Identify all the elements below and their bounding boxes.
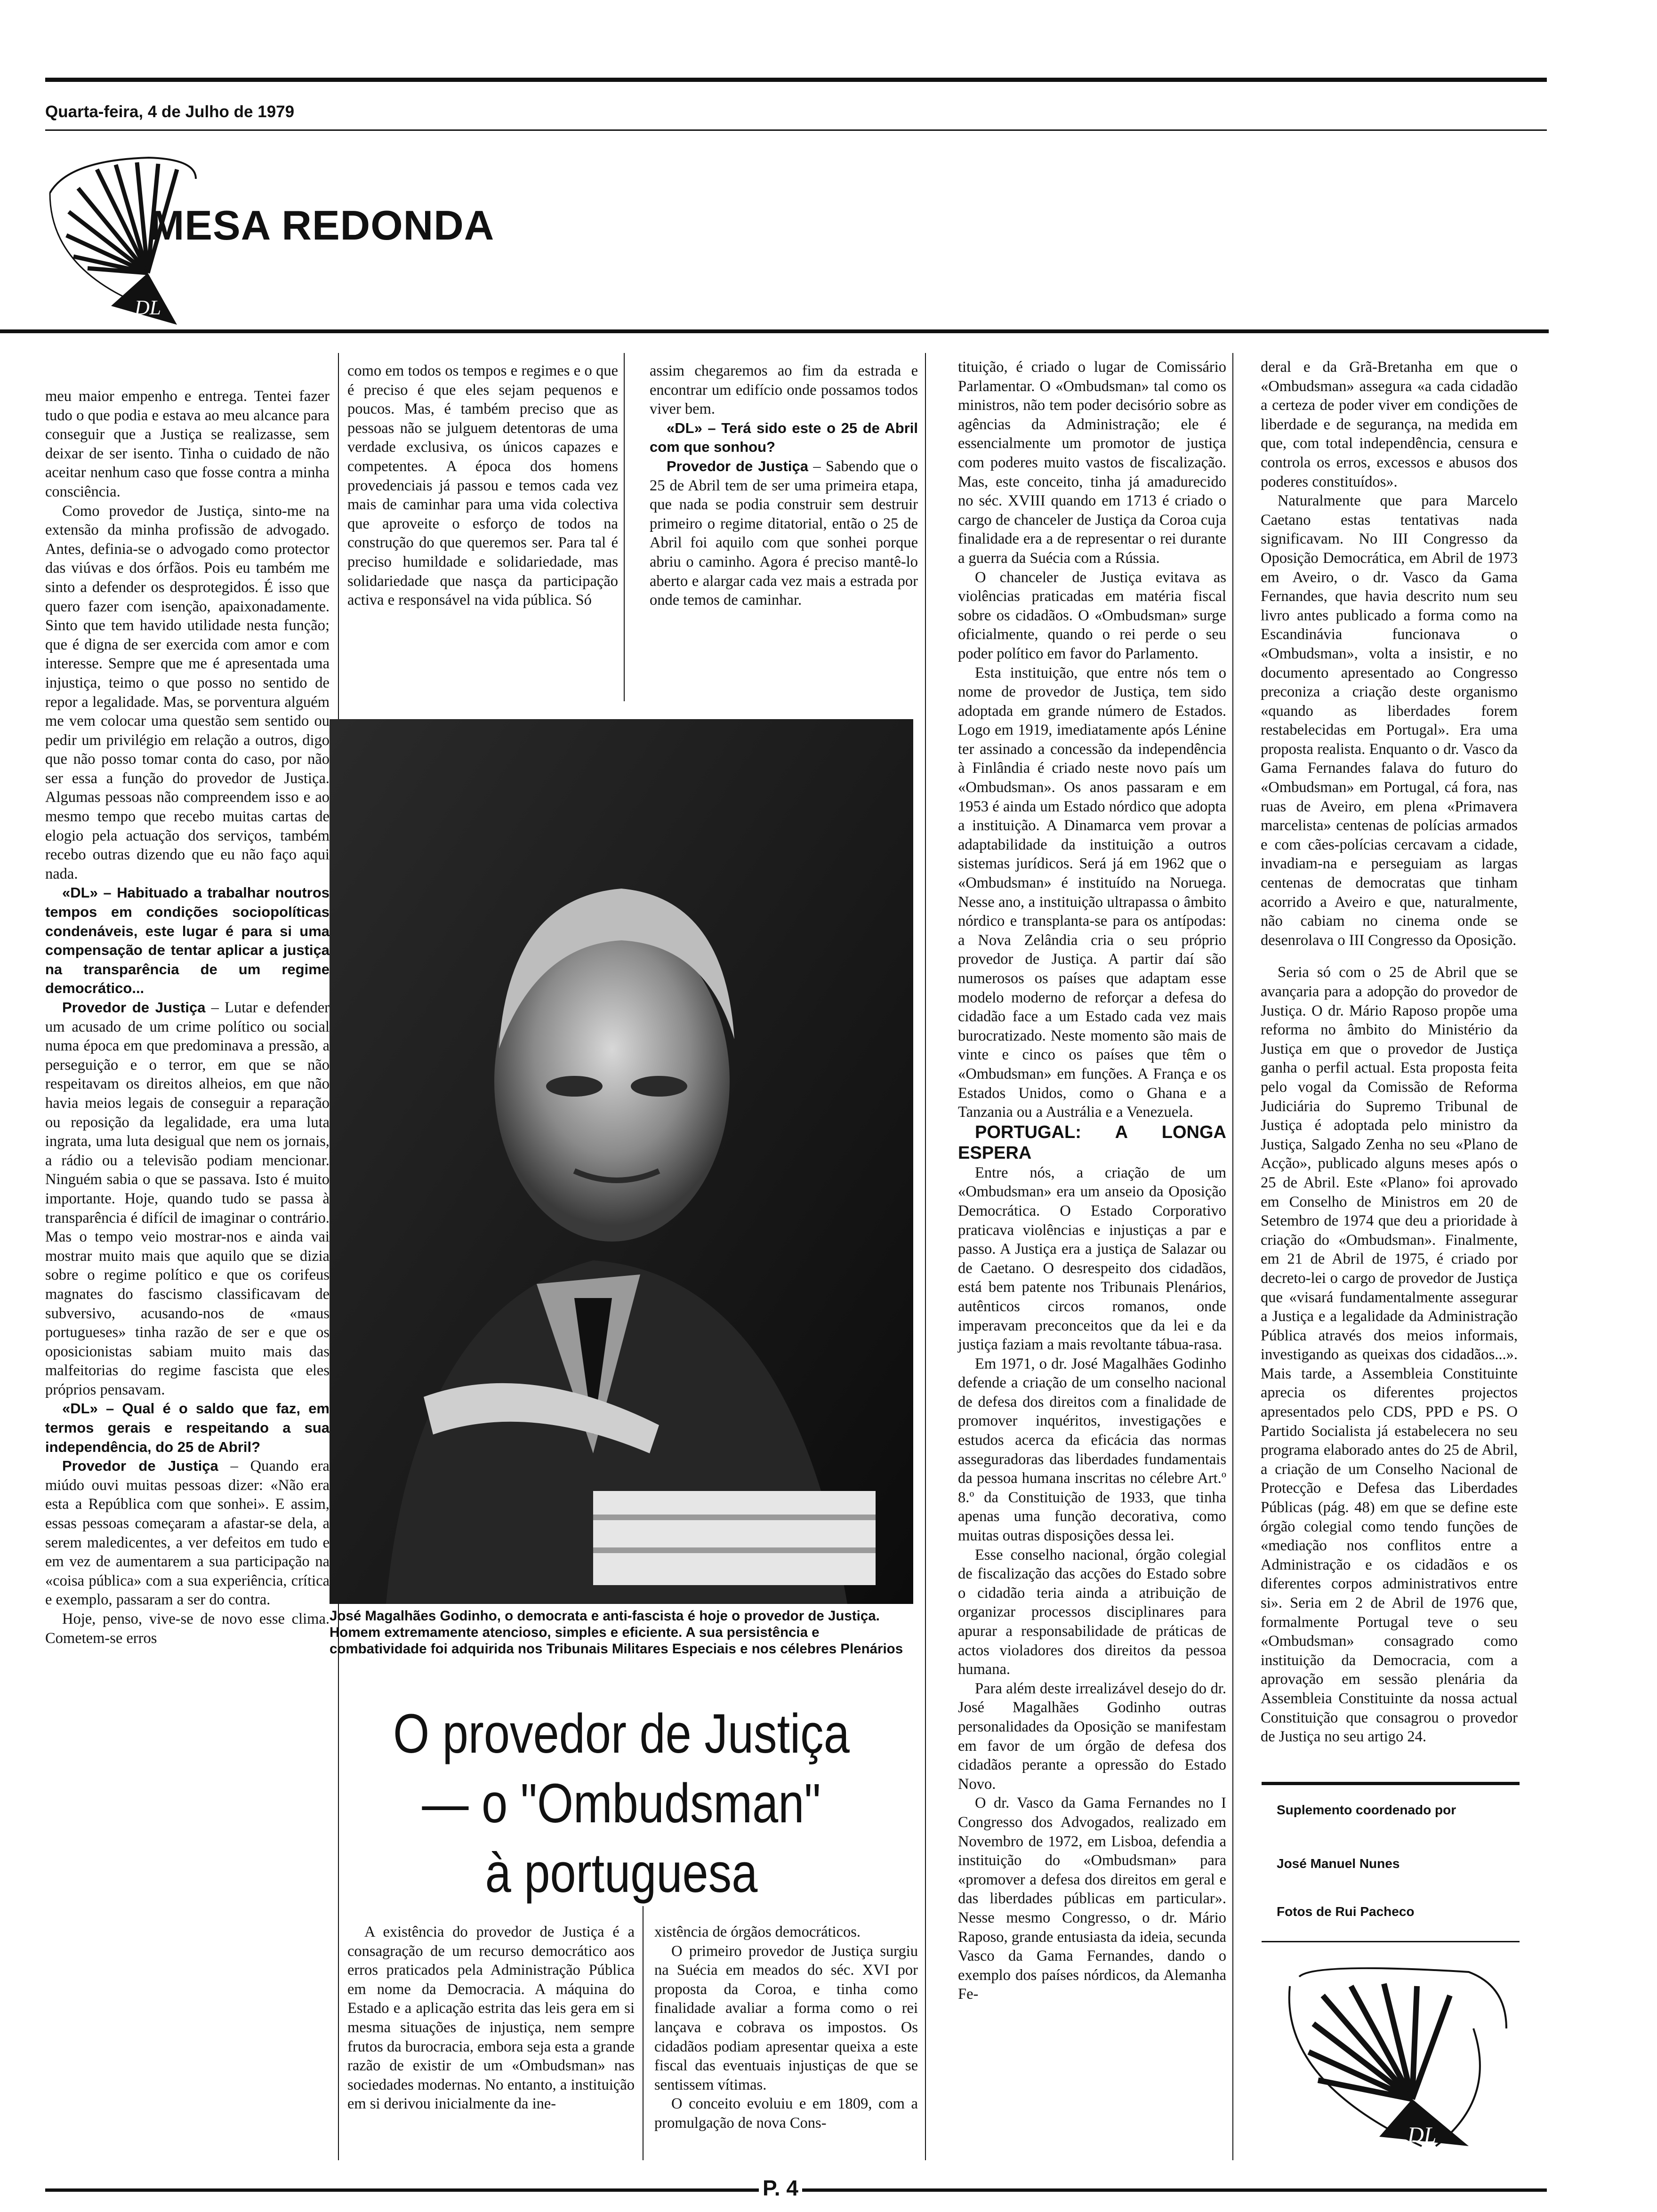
credits-bottom-rule <box>1262 1941 1520 1942</box>
logo-monogram: DL <box>1408 2123 1437 2148</box>
paragraph: Esta instituição, que entre nós tem o nome de provedor de Justiça, tem sido adoptada em grande número de Estados. Logo em 1919, imediatamente após Lénine ter assinado a concessão da independência à Finlândia é criado neste novo país um «Ombudsman». Os anos passaram e em 1953 é ainda um Estado nórdico que adopta a instituição. A Dinamarca vem provar a adaptabilidade da instituição a outros sistemas jurídicos. Será já em 1962 que o «Ombudsman» é instituído na Noruega. Nesse ano, a instituição ultrapassa o âmbito nórdico e transplanta-se para os antípodas: a Nova Zelândia cria o seu próprio provedor de Justiça. A partir daí são numerosos os países que adaptam esse modelo moderno de reforçar a defesa do cidadão face a um Estado cada vez mais burocratizado. Neste momento são mais de vinte e cinco os países que têm o «Ombudsman» em funções. A França e os Estados Unidos, como o Ghana e a Tanzania ou a Austrália e a Venezuela. <box>958 664 1226 1121</box>
article-column-5 <box>1261 358 1518 1747</box>
photo-caption: José Magalhães Godinho, o democrata e anti-fascista é hoje o provedor de Justiça. Homem extremamente atencioso, simples e eficiente. A sua persistência e combatividade foi adquirida nos Tribunais Militares Especiais e nos célebres Plenários <box>330 1608 903 1657</box>
headline-line-1: O provedor de Justiça <box>393 1703 850 1765</box>
date-rule <box>45 129 1547 131</box>
top-rule <box>45 78 1547 82</box>
article-column-2 <box>347 361 618 610</box>
paragraph: deral e da Grã-Bretanha em que o «Ombudsman» assegura «a cada cidadão a certeza de poder viver em condições de liberdade e de segurança, na medida em que, com total independência, censura e controla os erros, excessos e abusos dos poderes constituídos». <box>1261 359 1518 490</box>
column-divider-4 <box>1232 353 1233 2160</box>
paragraph: O dr. Vasco da Gama Fernandes no I Congresso dos Advogados, realizado em Novembro de 1972, em Lisboa, defendia a instituição do «Ombudsman» para «promover a defesa dos direitos em geral e das liberdades públicas em particular». Nesse mesmo Congresso, o dr. Mário Raposo, grande entusiasta da ideia, secunda Vasco da Gama Fernandes, dando o exemplo dos países nórdicos, da Alemanha Fe- <box>958 1795 1226 2003</box>
column-divider-3 <box>925 353 926 2160</box>
credits-coordinator: José Manuel Nunes <box>1277 1856 1400 1871</box>
interview-answer: Provedor de Justiça – Quando era miúdo ouvi muitas pessoas dizer: «Não era esta a República com que sonhei». E assim, essas pessoas começaram a afastar-se dela, a serem maledicentes, a ver defeitos em tudo e em vez de aumentarem a sua participação na «coisa pública» com a sua experiência, crítica e exemplo, passaram a ser do contra. <box>45 1458 330 1609</box>
article-column-3 <box>650 361 918 610</box>
paragraph: Seria só com o 25 de Abril que se avançaria para a adopção do provedor de Justiça. O dr. Mário Raposo propõe uma reforma no âmbito do Ministério da Justiça em que o provedor de Justiça ganha o perfil actual. Esta proposta feita pelo vogal da Comissão de Reforma Judiciária do Supremo Tribunal de Justiça é adoptada pelo ministro da Justiça, Salgado Zenha no seu «Plano de Acção», publicado alguns meses após o 25 de Abril. Este «Plano» foi aprovado em Conselho de Ministros em 20 de Setembro de 1974 que deu a prioridade à criação do «Ombudsman». Finalmente, em 21 de Abril de 1975, é criado por decreto-lei o cargo de provedor de Justiça que «visará fundamentalmente assegurar a Justiça e a legalidade da Administração Pública através dos meios informais, investigando as queixas dos cidadãos...». Mais tarde, a Assembleia Constituinte aprecia os diferentes projectos apresentados pelo CDS, PPD e PS. O Partido Socialista já estabelecera no seu programa elaborado antes do 25 de Abril, a criação de um Conselho Nacional de Protecção e Defesa das Liberdades Públicas (pág. 48) em que se define este órgão colegial como tendo funções de «mediação nos conflitos entre a Administração e os cidadãos e os diferentes corpos administrativos entre si». Seria em 2 de Abril de 1976 que, formalmente Portugal teve o seu «Ombudsman» consagrado como instituição da Democracia, com a aprovação em sessão plenária da Assembleia Constituinte da nossa actual Constituição que consagrou o provedor de Justiça no seu artigo 24. <box>1261 964 1518 1746</box>
paragraph: Hoje, penso, vive-se de novo esse clima. Cometem-se erros <box>45 1611 330 1647</box>
credits-coordinated-by: Suplemento coordenado por <box>1277 1803 1456 1817</box>
headline-line-2: — o "Ombudsman" <box>422 1772 821 1835</box>
paragraph: meu maior empenho e entrega. Tentei fazer tudo o que podia e estava ao meu alcance para conseguir que a Justiça se realizasse, sem deixar de ser isento. Tinha o cuidado de não aceitar nenhum caso que fosse contra a minha consciência. <box>45 388 330 500</box>
article-column-4 <box>958 358 1226 2004</box>
paragraph: Esse conselho nacional, órgão colegial de fiscalização das acções do Estado sobre o cidadão teria ainda a atribuição de organizar processos disciplinares para apurar a responsabilidade de práticas de actos violadores dos direitos da pessoa humana. <box>958 1546 1226 1678</box>
paragraph: Naturalmente que para Marcelo Caetano estas tentativas nada significavam. No III Congresso da Oposição Democrática, em Abril de 1973 em Aveiro, o dr. Vasco da Gama Fernandes, que havia descrito num seu livro antes publicado a forma como na Escandinávia funcionava o «Ombudsman», volta a insistir, e no documento apresentado ao Congresso preconiza a criação deste organismo «quando as liberdades forem restabelecidas em Portugal». Era uma proposta realista. Enquanto o dr. Vasco da Gama Fernandes falava do futuro do «Ombudsman» em Portugal, cá fora, nas ruas de Aveiro, em plena «Primavera marcelista» centenas de polícias armados e com cães-polícias cercavam a cidade, invadiam-na e perseguiam as largas centenas de democratas que tinham acorrido a Aveiro e que, naturalmente, não cabiam no cinema onde se desenrolava o III Congresso da Oposição. <box>1261 492 1518 949</box>
portrait-silhouette <box>330 719 913 1604</box>
paragraph: A existência do provedor de Justiça é a consagração de um recurso democrático aos erros praticados pela Administração Pública em nome da Democracia. A máquina do Estado e a aplicação estrita das leis gera em si mesma situações de injustiça, nem sempre frutos da burocracia, embora seja esta a grande razão de existir de um «Ombudsman» nas sociedades modernas. No entanto, a instituição em si derivou inicialmente da ine- <box>347 1923 635 2113</box>
headline-line-3: à portuguesa <box>485 1842 758 1904</box>
credits-top-rule <box>1262 1782 1520 1785</box>
paragraph: Em 1971, o dr. José Magalhães Godinho defende a criação de um conselho nacional de defesa dos direitos com a finalidade de promover inquéritos, investigações e estudos acerca da eficácia das normas asseguradoras das liberdades fundamentais da pessoa humana inscritas no célebre Art.º 8.º da Constituição de 1933, que tinha apenas uma função decorativa, como muitas outras disposições dessa lei. <box>958 1355 1226 1545</box>
column-divider-2 <box>624 353 625 701</box>
section-title: MESA REDONDA <box>150 202 495 248</box>
credits-photos: Fotos de Rui Pacheco <box>1277 1904 1415 1919</box>
interview-answer: Provedor de Justiça – Sabendo que o 25 de Abril tem de ser uma primeira etapa, que nada se podia construir sem destruir primeiro o regime ditatorial, então o 25 de Abril foi aquilo com que sonhei porque abriu o caminho. Agora é preciso mantê-lo aberto e alargar cada vez mais a estrada por onde temos de caminhar. <box>650 457 918 609</box>
interview-question: «DL» – Qual é o saldo que faz, em termos gerais e respeitando a sua independência, do 25 de Abril? <box>45 1400 330 1455</box>
article-lower-left <box>347 1923 635 2114</box>
subheading-portugal: PORTUGAL: A LONGA ESPERA <box>958 1122 1226 1163</box>
paragraph: como em todos os tempos e regimes e o que é preciso é que eles sejam pequenos e poucos. Mas, é também preciso que as pessoas não se julguem detentoras de uma verdade exclusiva, os únicos capazes e competentes. A época dos homens provedenciais já passou e temos cada vez mais de caminhar para uma vida colectiva que aproveite o esforço de todos na construção do que queremos ser. Para tal é preciso humildade e solidariedade, mas solidariedade que nasça da participação activa e responsável na vida pública. Só <box>347 362 618 609</box>
footer-logo <box>1271 1958 1516 2156</box>
interview-question: «DL» – Habituado a trabalhar noutros tempos em condições sociopolíticas condenáveis, este lugar é para si uma compensação de tentar aplicar a justiça na transparência de um regime democrático... <box>45 884 330 997</box>
dateline: Quarta-feira, 4 de Julho de 1979 <box>45 103 295 121</box>
paragraph: O chanceler de Justiça evitava as violências praticadas em matéria fiscal sobre os cidadãos. O «Ombudsman» surge oficialmente, quando o rei perde o seu poder político em favor do Parlamento. <box>958 569 1226 662</box>
paragraph: assim chegaremos ao fim da estrada e encontrar um edifício onde possamos todos viver bem. <box>650 362 918 418</box>
article-column-1 <box>45 387 330 1648</box>
page-number: P. 4 <box>759 2175 802 2201</box>
logo-monogram: DL <box>135 296 161 319</box>
fan-logo-icon <box>1289 1968 1506 2148</box>
paragraph: tituição, é criado o lugar de Comissário Parlamentar. O «Ombudsman» tal como os ministros, não tem poder decisório sobre as agências da Administração; ele é essencialmente um promotor de justiça com poderes muito vastos de fiscalização. Mas, este conceito, tinha já amadurecido no séc. XVIII quando em 1713 é criado o cargo de chanceler de Justiça da Coroa cuja finalidade era a de representar o rei durante a guerra da Suécia com a Rússia. <box>958 359 1226 567</box>
header-bottom-rule <box>0 329 1549 333</box>
portrait-photo <box>330 719 913 1604</box>
article-lower-right <box>654 1923 918 2133</box>
headline <box>376 1699 867 1908</box>
interview-answer: Provedor de Justiça – Lutar e defender um acusado de um crime político ou social numa época em que predominava a pressão, a perseguição e o terror, em que se não respeitavam os direitos alheios, em que não havia meios legais de conseguir a reparação ou reposição da legalidade, era uma luta ingrata, uma luta desigual que nem os jornais, a rádio ou a televisão podiam mencionar. Ninguém sabia o que se passava. Isto é muito importante. Hoje, quando tudo se passa à transparência é difícil de imaginar o contrário. Mas o tempo veio mostrar-nos e ainda vai mostrar muito mais que aquilo que se dizia sobre o regime político e que os corifeus magnates do fascismo classificavam de subversivo, acusando-nos de «maus portugueses» tinha razão de ser e que os oposicionistas sabiam muito mais das malfeitorias do regime fascista que eles próprios pensavam. <box>45 999 330 1398</box>
paragraph: Para além deste irrealizável desejo do dr. José Magalhães Godinho outras personalidades da Oposição se manifestam em favor de um órgão de defesa dos cidadãos perante a opressão do Estado Novo. <box>958 1680 1226 1793</box>
paragraph: O primeiro provedor de Justiça surgiu na Suécia em meados do séc. XVI por proposta da Coroa, e tinha como finalidade avaliar a forma como o rei lançava e cobrava os impostos. Os cidadãos podiam apresentar queixa a este fiscal das eventuais injustiças de que se sentissem vítimas. <box>654 1942 918 2093</box>
paragraph: Entre nós, a criação de um «Ombudsman» era um anseio da Oposição Democrática. O Estado Corporativo praticava violências e injustiças a par e passo. A Justiça era a justiça de Salazar ou de Caetano. O desrespeito dos cidadãos, está bem patente nos Tribunais Plenários, autênticos circos romanos, onde imperavam preconceitos que da lei e da justiça faziam a mais revoltante tábua-rasa. <box>958 1164 1226 1354</box>
paragraph: Como provedor de Justiça, sinto-me na extensão da minha profissão de advogado. Antes, definia-se o advogado como protector das viúvas e dos órfãos. Pois eu também me sinto a defender os desprotegidos. É isso que quero fazer com isenção, apaixonadamente. Sinto que tem havido utilidade nesta função; que é digna de ser exercida com amor e com interesse. Sempre que me é apresentada uma injustiça, teimo o que posso no sentido de repor a legalidade. Mas, se porventura alguém me vem colocar uma questão sem sentido ou pedir um privilégio em relação a outros, digo que não posso tomar conta do caso, por não ser essa a função do provedor de Justiça. Algumas pessoas não compreendem isso e ao mesmo tempo que recebo muitas cartas de elogio pela actuação dos serviços, também recebo outras dizendo que eu não faço aqui nada. <box>45 502 330 882</box>
paragraph: O conceito evoluiu e em 1809, com a promulgação de nova Cons- <box>654 2095 918 2132</box>
interview-question: «DL» – Terá sido este o 25 de Abril com que sonhou? <box>650 419 918 456</box>
paragraph: xistência de órgãos democráticos. <box>654 1923 861 1940</box>
